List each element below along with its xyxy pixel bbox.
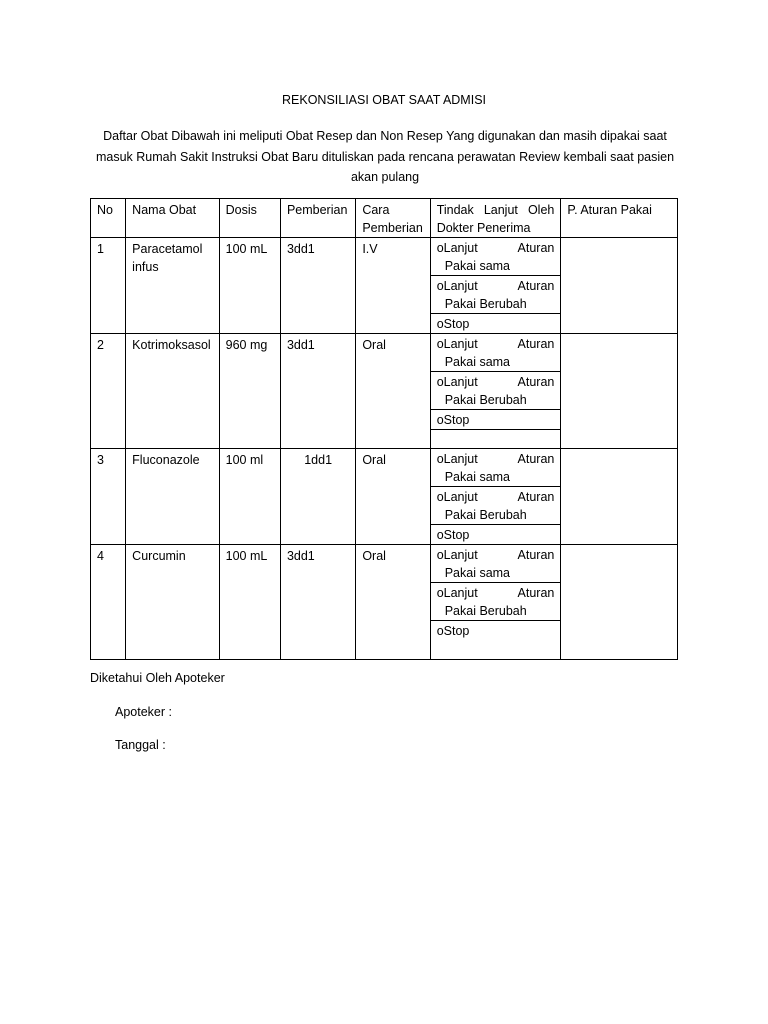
option-blank [431, 430, 561, 448]
option-lanjut-sama[interactable]: oLanjut Aturan Pakai sama [431, 334, 561, 372]
cell-nama-obat: Fluconazole [126, 449, 219, 545]
table-row [91, 449, 678, 545]
table-row [91, 238, 678, 334]
circle-bullet-icon: o [436, 624, 444, 638]
cell-aturan-pakai [561, 545, 678, 660]
cell-dosis: 100 mL [219, 545, 280, 660]
circle-bullet-icon: o [436, 490, 444, 504]
cell-tindak-lanjut [430, 238, 561, 334]
option-lanjut-berubah[interactable]: oLanjut Aturan Pakai Berubah [431, 487, 561, 525]
pharmacist-label: Apoteker : [115, 705, 172, 719]
known-by-label: Diketahui Oleh Apoteker [90, 671, 225, 685]
cell-no: 1 [91, 238, 126, 334]
header-pemberian: Pemberian [280, 199, 355, 238]
option-stop[interactable]: oStop [436, 528, 470, 542]
cell-pemberian: 3dd1 [280, 334, 355, 449]
cell-cara-pemberian: Oral [356, 334, 430, 449]
option-lanjut-berubah[interactable]: oLanjut Aturan Pakai Berubah [431, 372, 561, 410]
cell-dosis: 100 mL [219, 238, 280, 334]
document-title: REKONSILIASI OBAT SAAT ADMISI [282, 93, 486, 107]
header-no: No [91, 199, 126, 238]
cell-nama-obat: Kotrimoksasol [126, 334, 219, 449]
circle-bullet-icon: o [436, 241, 444, 255]
cell-cara-pemberian: Oral [356, 449, 430, 545]
cell-tindak-lanjut [430, 449, 561, 545]
option-stop[interactable]: oStop [436, 624, 470, 638]
circle-bullet-icon: o [436, 548, 444, 562]
circle-bullet-icon: o [436, 413, 444, 427]
cell-aturan-pakai [561, 449, 678, 545]
cell-aturan-pakai [561, 238, 678, 334]
header-dosis: Dosis [219, 199, 280, 238]
circle-bullet-icon: o [436, 528, 444, 542]
header-cara-pemberian: Cara Pemberian [356, 199, 430, 238]
cell-tindak-lanjut [430, 334, 561, 449]
table-row [91, 334, 678, 449]
option-lanjut-sama[interactable]: oLanjut Aturan Pakai sama [431, 238, 561, 276]
cell-no: 3 [91, 449, 126, 545]
cell-pemberian: 3dd1 [280, 545, 355, 660]
option-lanjut-berubah[interactable]: oLanjut Aturan Pakai Berubah [431, 276, 561, 314]
header-aturan-pakai: P. Aturan Pakai [561, 199, 678, 238]
cell-dosis: 960 mg [219, 334, 280, 449]
table-header-row [91, 199, 678, 238]
cell-pemberian: 1dd1 [280, 449, 355, 545]
cell-cara-pemberian: Oral [356, 545, 430, 660]
header-nama-obat: Nama Obat [126, 199, 219, 238]
cell-dosis: 100 ml [219, 449, 280, 545]
circle-bullet-icon: o [436, 452, 444, 466]
option-stop[interactable]: oStop [431, 410, 561, 430]
option-lanjut-berubah[interactable]: oLanjut Aturan Pakai Berubah [431, 583, 561, 621]
circle-bullet-icon: o [436, 279, 444, 293]
option-lanjut-sama[interactable]: oLanjut Aturan Pakai sama [431, 449, 561, 487]
cell-cara-pemberian: I.V [356, 238, 430, 334]
cell-nama-obat: Paracetamol infus [126, 238, 219, 334]
circle-bullet-icon: o [436, 337, 444, 351]
date-label: Tanggal : [115, 738, 166, 752]
cell-no: 4 [91, 545, 126, 660]
option-stop[interactable]: oStop [436, 317, 470, 331]
option-lanjut-sama[interactable]: oLanjut Aturan Pakai sama [431, 545, 561, 583]
circle-bullet-icon: o [436, 375, 444, 389]
cell-tindak-lanjut [430, 545, 561, 660]
table-row [91, 545, 678, 660]
cell-no: 2 [91, 334, 126, 449]
cell-aturan-pakai [561, 334, 678, 449]
intro-paragraph: Daftar Obat Dibawah ini meliputi Obat Resep dan Non Resep Yang digunakan dan masih dipakai saat masuk Rumah Sakit Instruksi Obat Baru dituliskan pada rencana perawatan Review kembali saat pasien akan pulang [95, 129, 675, 184]
cell-nama-obat: Curcumin [126, 545, 219, 660]
medication-table [90, 198, 678, 660]
circle-bullet-icon: o [436, 586, 444, 600]
circle-bullet-icon: o [436, 317, 444, 331]
header-tindak-lanjut: Tindak Lanjut Oleh Dokter Penerima [430, 199, 561, 238]
cell-pemberian: 3dd1 [280, 238, 355, 334]
